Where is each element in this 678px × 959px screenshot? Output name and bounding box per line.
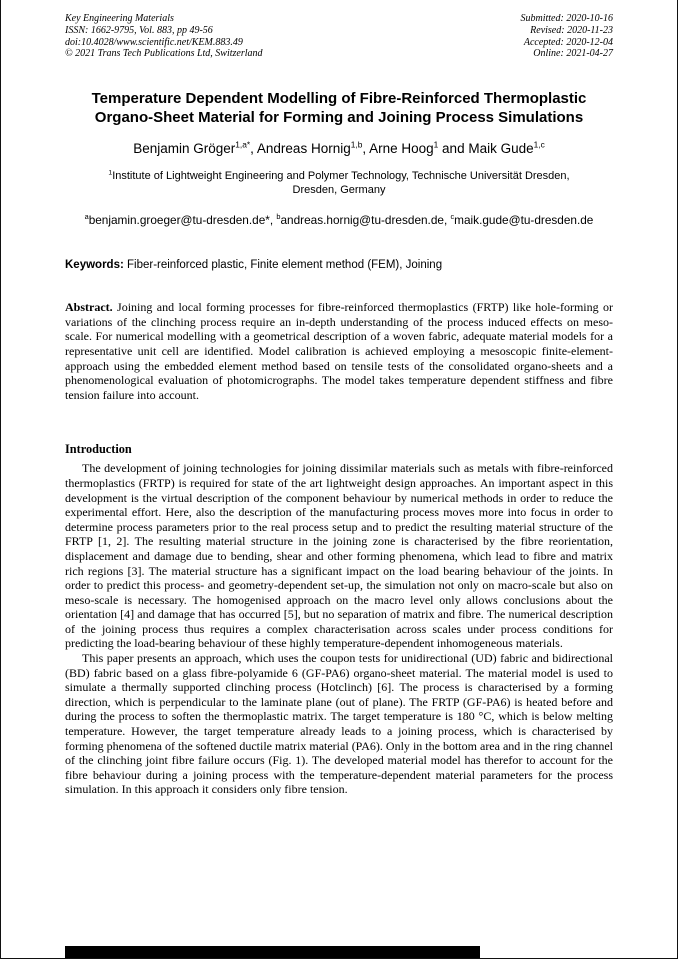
journal-copyright: © 2021 Trans Tech Publications Ltd, Switzerland bbox=[65, 48, 263, 60]
author-emails: $^a$benjamin.groeger@tu-dresden.de*, $^b$andreas.hornig@tu-dresden.de, $^c$maik.gude@tu-dresden.de bbox=[84, 212, 594, 228]
abstract-text: Joining and local forming processes for fibre-reinforced thermoplastics (FRTP) like hole-forming or variations of the clinching process require an in-depth understanding of the process induced effects on meso-scale. For numerical modelling with a geometrical description of a woven fabric, adequate material models for a representative unit cell are identified. Model calibration is achieved employing a mesoscopic finite-element-approach using the embedded element method based on tensile tests of the consolidated organo-sheets and a phenomenological evaluation of photomicrographs. The model takes temperature dependent stiffness and fibre tension failure into account. bbox=[65, 300, 613, 402]
keywords-line bbox=[65, 258, 613, 273]
date-online: Online: 2021-04-27 bbox=[533, 48, 613, 60]
paper-title: Temperature Dependent Modelling of Fibre-Reinforced Thermoplastic Organo-Sheet Material for Forming and Joining Process Simulations bbox=[91, 90, 587, 127]
journal-header bbox=[65, 13, 613, 60]
footer-license-bar bbox=[65, 946, 480, 958]
abstract-paragraph bbox=[65, 300, 613, 402]
date-accepted: Accepted: 2020-12-04 bbox=[523, 36, 613, 48]
journal-name: Key Engineering Materials bbox=[65, 13, 174, 24]
date-revised: Revised: 2020-11-23 bbox=[530, 24, 613, 36]
affiliation-line: $^1$Institute of Lightweight Engineering and Polymer Technology, Technische Universität Dresden, Dresden, Germany bbox=[108, 169, 570, 197]
journal-doi: doi:10.4028/www.scientific.net/KEM.883.49 bbox=[65, 36, 243, 48]
keywords-text: Fiber-reinforced plastic, Finite element method (FEM), Joining bbox=[123, 259, 443, 272]
intro-paragraph-2: This paper presents an approach, which uses the coupon tests for unidirectional (UD) fabric and bidirectional (BD) fabric based on a glass fibre-polyamide 6 (GF-PA6) organo-sheet material. The material model is used to simulate a thermally supported clinching process (Hotclinch) [6]. The process is characterised by a forming direction, which is perpendicular to the laminate plane (out of plane). The FRTP (GF-PA6) is heated before and during the process to soften the thermoplastic matrix. The target temperature is 180 °C, which is below melting temperature. However, the target temperature already leads to a joining process, which is characterised by forming phenomena of the softened ductile matrix material (PA6). Only in the bottom area and in the ring channel of the clinching joint fibre failure occurs (Fig. 1). The developed material model has therefor to account for the fibre behaviour during a joining process with the temperature-dependent material parameters for the process simulation. In this approach it considers only fibre tension. bbox=[65, 651, 613, 797]
authors-line: Benjamin Gröger$^{1,a*}$, Andreas Hornig$^{1,b}$, Arne Hoog$^1$ and Maik Gude$^{1,c}$ bbox=[133, 139, 545, 157]
abstract-label: Abstract. bbox=[65, 300, 113, 315]
date-submitted: Submitted: 2020-10-16 bbox=[520, 13, 613, 24]
journal-info bbox=[65, 13, 263, 60]
section-heading-introduction: Introduction bbox=[65, 442, 132, 457]
journal-issn-volume: ISSN: 1662-9795, Vol. 883, pp 49-56 bbox=[65, 24, 213, 36]
keywords-label: Keywords: bbox=[65, 259, 124, 272]
submission-dates bbox=[521, 13, 614, 60]
intro-paragraph-1: The development of joining technologies for joining dissimilar materials such as metals with fibre-reinforced thermoplastics (FRTP) is required for state of the art lightweight design approaches. An important aspect in this development is the virtual description of the component behaviour by numerical methods in order to reduce the experimental effort. Here, also the description of the manufacturing process moves more into focus in order to determine process parameters prior to the real process setup and to predict the resulting material structure of the FRTP [1, 2]. The resulting material structure in the joining zone is characterised by the fibre reorientation, displacement and damage due to bending, shear and other forming phenomena, which lead to fibre and matrix rich regions [3]. The material structure has a significant impact on the load bearing behaviour of the joints. In order to predict this process- and geometry-dependent set-up, the simulation not only on macro-scale but also on meso-scale is necessary. The homogenised approach on the macro level only allows conclusions about the orientation [4] and damage that has occurred [5], but no separation of matrix and fibre. The numerical description of the joining process thus requires a complex characterisation across scales under process conditions for predicting the load-bearing behaviour of these highly temperature-dependent inhomogeneous materials. bbox=[65, 461, 613, 651]
